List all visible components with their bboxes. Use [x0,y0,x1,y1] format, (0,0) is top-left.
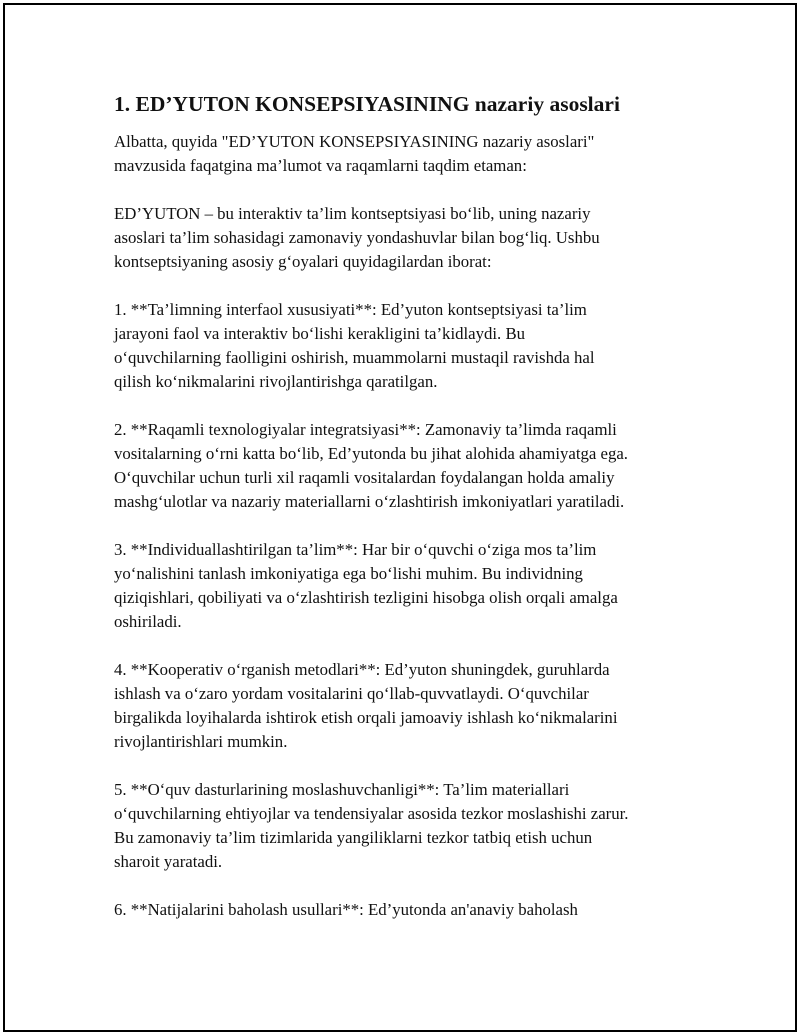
text-line: 3. **Individuallashtirilgan ta’lim**: Har bir o‘quvchi o‘ziga mos ta’lim [114,540,597,559]
text-line: asoslari ta’lim sohasidagi zamonaviy yondashuvlar bilan bog‘liq. Ushbu [114,228,600,247]
list-item-5 [114,778,704,874]
text-line: 2. **Raqamli texnologiyalar integratsiyasi**: Zamonaviy ta’limda raqamli [114,420,617,439]
list-item-4 [114,658,704,754]
text-line: sharoit yaratadi. [114,852,223,871]
text-line: o‘quvchilarning faolligini oshirish, muammolarni mustaqil ravishda hal [114,348,595,367]
list-item-3 [114,538,704,634]
concept-paragraph [114,202,704,274]
text-line: qilish ko‘nikmalarini rivojlantirishga qaratilgan. [114,372,438,391]
text-line: 1. **Ta’limning interfaol xususiyati**: Ed’yuton kontseptsiyasi ta’lim [114,300,587,319]
text-line: rivojlantirishlari mumkin. [114,732,288,751]
text-line: mavzusida faqatgina ma’lumot va raqamlarni taqdim etaman: [114,156,527,175]
text-line: O‘quvchilar uchun turli xil raqamli vositalardan foydalangan holda amaliy [114,468,615,487]
text-line: ED’YUTON – bu interaktiv ta’lim kontseptsiyasi bo‘lib, uning nazariy [114,204,591,223]
text-line: Albatta, quyida "ED’YUTON KONSEPSIYASINING nazariy asoslari" [114,132,595,151]
text-line: 4. **Kooperativ o‘rganish metodlari**: Ed’yuton shuningdek, guruhlarda [114,660,610,679]
text-line: yo‘nalishini tanlash imkoniyatiga ega bo‘lishi muhim. Bu individning [114,564,583,583]
text-line: birgalikda loyihalarda ishtirok etish orqali jamoaviy ishlash ko‘nikmalarini [114,708,618,727]
intro-paragraph [114,130,704,178]
text-line: o‘quvchilarning ehtiyojlar va tendensiyalar asosida tezkor moslashishi zarur. [114,804,629,823]
text-line: ishlash va o‘zaro yordam vositalarini qo‘llab-quvvatlaydi. O‘quvchilar [114,684,589,703]
text-line: oshiriladi. [114,612,182,631]
text-line: vositalarning o‘rni katta bo‘lib, Ed’yutonda bu jihat alohida ahamiyatga ega. [114,444,629,463]
text-line: jarayoni faol va interaktiv bo‘lishi kerakligini ta’kidlaydi. Bu [114,324,526,343]
text-line: qiziqishlari, qobiliyati va o‘zlashtirish tezligini hisobga olish orqali amalga [114,588,618,607]
section-heading: 1. ED’YUTON KONSEPSIYASINING nazariy asoslari [114,92,620,116]
text-line: 6. **Natijalarini baholash usullari**: Ed’yutonda an'anaviy baholash [114,900,578,919]
list-item-2 [114,418,704,514]
document-body [114,88,704,946]
text-line: kontseptsiyaning asosiy g‘oyalari quyidagilardan iborat: [114,252,492,271]
list-item-6 [114,898,704,922]
list-item-1 [114,298,704,394]
text-line: 5. **O‘quv dasturlarining moslashuvchanligi**: Ta’lim materiallari [114,780,570,799]
text-line: Bu zamonaviy ta’lim tizimlarida yangiliklarni tezkor tatbiq etish uchun [114,828,593,847]
text-line: mashg‘ulotlar va nazariy materiallarni o‘zlashtirish imkoniyatlari yaratiladi. [114,492,625,511]
